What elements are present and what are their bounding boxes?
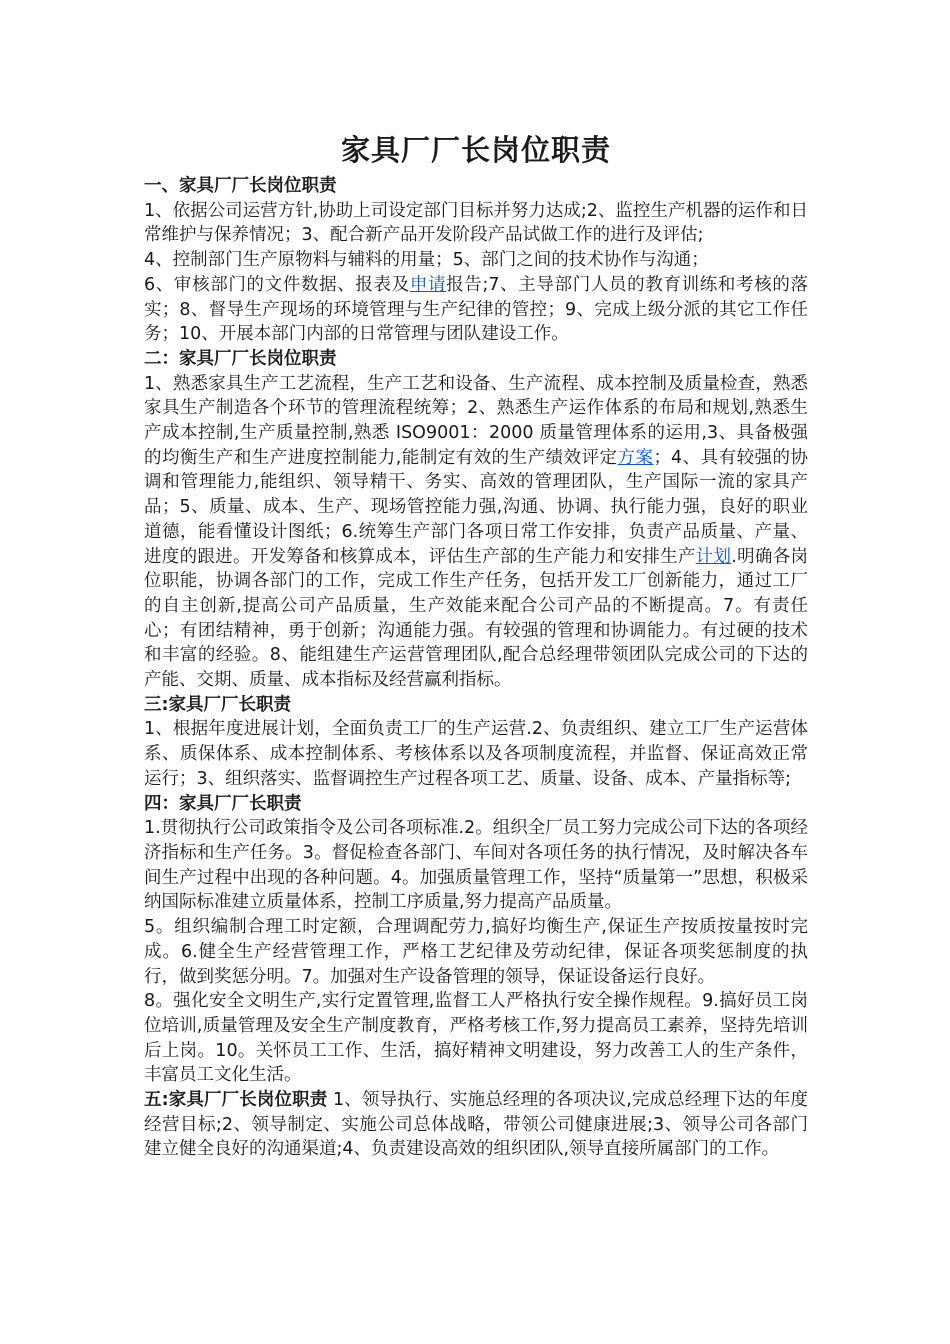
section-1-paragraph-3-text-b: 报告;7、主导部门人员的教育训练和考核的落实；8、督导生产现场的环境管理与生产纪律的管控；9、完成上级分派的其它工作任务；10、开展本部门内部的日常管理与团队建设工作。 [144,274,808,345]
section-3-paragraph: 1、根据年度进展计划，全面负责工厂的生产运营.2、负责组织、建立工厂生产运营体系、质保体系、成本控制体系、考核体系以及各项制度流程，并监督、保证高效正常运行；3、组织落实、监督调控生产过程各项工艺、质量、设备、成本、产量指标等; [144,719,808,789]
section-4-heading: 四：家具厂厂长职责 [144,793,302,814]
section-4-paragraph-2: 5。组织编制合理工时定额，合理调配劳力,搞好均衡生产,保证生产按质按量按时完成。6.健全生产经营管理工作，严格工艺纪律及劳动纪律，保证各项奖惩制度的执行，做到奖惩分明。7。加强对生产设备管理的领导，保证设备运行良好。 [144,917,808,987]
section-5-paragraph [144,1088,808,1162]
section-2-paragraph [144,372,808,693]
section-2-text-1: 1、熟悉家具生产工艺流程，生产工艺和设备、生产流程、成本控制及质量检查，熟悉家具生产制造各个环节的管理流程统筹；2、熟悉生产运作体系的布局和规划,熟悉生产成本控制,生产质量控制,熟悉 ISO9001：2000 质量管理体系的运用,3、具备极强的均衡生产和生产进度控制能力,能制定有效的生产绩效评定 [144,373,808,468]
section-1-paragraph-2: 4、控制部门生产原物料与辅料的用量；5、部门之间的技术协作与沟通； [144,250,709,271]
section-1-paragraph-3-text-a: 6、审核部门的文件数据、报表及 [144,274,410,295]
plan-link[interactable]: 计划 [695,546,732,567]
section-5-heading: 五:家具厂厂长岗位职责 [144,1090,328,1111]
section-1-paragraph-3 [144,273,808,347]
section-4-paragraph-3: 8。强化安全文明生产,实行定置管理,监督工人严格执行安全操作规程。9.搞好员工岗位培训,质量管理及安全生产制度教育，严格考核工作,努力提高员工素养，坚持先培训后上岗。10。关怀员工工作、生活，搞好精神文明建设，努力改善工人的生产条件，丰富员工文化生活。 [144,991,808,1086]
section-2-text-2: ；4、具有较强的协调和管理能力,能组织、领导精干、务实、高效的管理团队，生产国际一流的家具产品；5、质量、成本、生产、现场管控能力强,沟通、协调、执行能力强，良好的职业道德，能看懂设计图纸；6.统筹生产部门各项日常工作安排，负责产品质量、产量、进度的跟进。开发筹备和核算成本，评估生产部的生产能力和安排生产 [144,447,809,567]
section-2-heading: 二：家具厂厂长岗位职责 [144,348,337,369]
section-5-text: 1、领导执行、实施总经理的各项决议,完成总经理下达的年度经营目标;2、领导制定、实施公司总体战略，带领公司健康进展;3、领导公司各部门建立健全良好的沟通渠道;4、负责建设高效的组织团队,领导直接所属部门的工作。 [144,1090,809,1160]
apply-link[interactable]: 申请 [409,274,447,295]
plan-scheme-link[interactable]: 方案 [617,447,654,468]
section-2-text-3: .明确各岗位职能，协调各部门的工作，完成工作生产任务，包括开发工厂创新能力，通过工厂的自主创新,提高公司产品质量，生产效能来配合公司产品的不断提高。7。有责任心；有团结精神，勇于创新；沟通能力强。有较强的管理和协调能力。有过硬的技术和丰富的经验。8、能组建生产运营管理团队,配合总经理带领团队完成公司的下达的产能、交期、质量、成本指标及经营赢利指标。 [144,546,809,691]
document-page [144,128,808,1162]
section-1-heading: 一、家具厂厂长岗位职责 [144,176,337,196]
page-title: 家具厂厂长岗位职责 [340,133,611,167]
section-4-paragraph-1: 1.贯彻执行公司政策指令及公司各项标准.2。组织全厂员工努力完成公司下达的各项经济指标和生产任务。3。督促检查各部门、车间对各项任务的执行情况，及时解决各车间生产过程中出现的各种问题。4。加强质量管理工作，坚持“质量第一”思想，积极采纳国际标准建立质量体系，控制工序质量,努力提高产品质量。 [144,818,808,913]
section-3-heading: 三:家具厂厂长职责 [144,694,291,715]
section-1-paragraph-1: 1、依据公司运营方针,协助上司设定部门目标并努力达成;2、监控生产机器的运作和日常维护与保养情况；3、配合新产品开发阶段产品试做工作的进行及评估; [144,200,808,246]
